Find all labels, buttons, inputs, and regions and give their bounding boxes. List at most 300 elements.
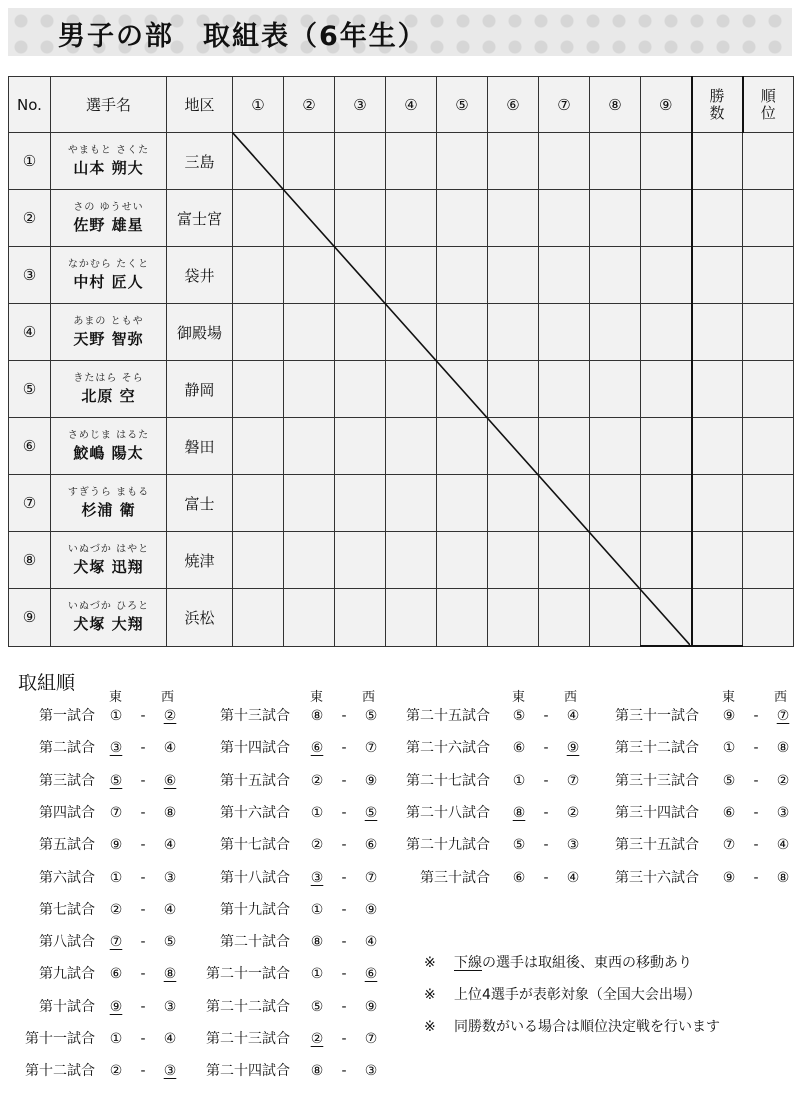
match-east-player: ①	[109, 708, 123, 724]
rank-cell[interactable]	[743, 247, 794, 304]
note-mark: ※	[424, 987, 436, 1003]
match-dash: -	[753, 740, 759, 756]
result-cell[interactable]	[335, 589, 386, 647]
match-label: 第十八試合	[220, 870, 290, 886]
match-row	[0, 736, 800, 760]
match-west-player: ④	[364, 934, 378, 950]
wins-cell[interactable]	[692, 133, 743, 190]
player-kana: なかむら たくと	[67, 259, 150, 270]
result-cell[interactable]	[590, 304, 641, 361]
match-dash: -	[543, 708, 549, 724]
match-west-player: ④	[163, 1031, 177, 1047]
match-label: 第七試合	[39, 902, 95, 918]
match-label: 第十六試合	[220, 805, 290, 821]
result-cell[interactable]	[335, 361, 386, 418]
match-label: 第二十八試合	[406, 805, 490, 821]
result-cell[interactable]	[539, 133, 590, 190]
result-cell[interactable]	[641, 133, 692, 190]
result-cell[interactable]	[233, 247, 284, 304]
note-3	[424, 1016, 720, 1036]
result-cell[interactable]	[386, 532, 437, 589]
result-cell[interactable]	[284, 532, 335, 589]
header-name: 選手名	[51, 77, 167, 133]
rank-cell[interactable]	[743, 361, 794, 418]
result-cell[interactable]	[386, 190, 437, 247]
player-district: 浜松	[167, 589, 233, 647]
match-west-player: ⑤	[364, 708, 378, 724]
match-label: 第十九試合	[220, 902, 290, 918]
match-dash: -	[753, 708, 759, 724]
east-header: 東	[512, 690, 526, 705]
result-cell[interactable]	[437, 532, 488, 589]
result-cell[interactable]	[641, 418, 692, 475]
rank-cell[interactable]	[743, 475, 794, 532]
player-name: 天野 智弥	[73, 330, 144, 348]
result-cell[interactable]	[386, 418, 437, 475]
match-label: 第二十九試合	[406, 837, 490, 853]
player-number: ④	[9, 304, 51, 361]
match-west-player: ⑦	[364, 1031, 378, 1047]
result-cell[interactable]	[488, 304, 539, 361]
match-west-player: ⑧	[776, 870, 790, 886]
result-cell[interactable]	[437, 361, 488, 418]
table-header-row	[9, 77, 794, 133]
match-dash: -	[140, 902, 146, 918]
result-cell[interactable]	[233, 361, 284, 418]
match-west-player: ⑨	[364, 999, 378, 1015]
result-cell[interactable]	[437, 418, 488, 475]
match-dash: -	[341, 773, 347, 789]
wins-cell[interactable]	[692, 304, 743, 361]
match-dash: -	[140, 999, 146, 1015]
west-header: 西	[362, 690, 376, 705]
result-cell[interactable]	[284, 133, 335, 190]
match-row	[0, 801, 800, 825]
match-east-player: ⑨	[109, 999, 123, 1015]
player-district: 袋井	[167, 247, 233, 304]
match-label: 第三十四試合	[615, 805, 699, 821]
match-row	[0, 866, 800, 890]
result-cell[interactable]	[284, 247, 335, 304]
bracket-table	[8, 76, 794, 647]
result-cell[interactable]	[335, 418, 386, 475]
result-cell[interactable]	[539, 304, 590, 361]
match-label: 第十一試合	[25, 1031, 95, 1047]
wins-cell[interactable]	[692, 532, 743, 589]
match-west-player: ⑧	[163, 805, 177, 821]
match-east-player: ⑧	[310, 1063, 324, 1079]
player-name: 杉浦 衛	[81, 501, 136, 519]
result-cell[interactable]	[590, 475, 641, 532]
match-west-player: ④	[163, 902, 177, 918]
player-kana: すぎうら まもる	[67, 487, 150, 498]
note-text: 上位4選手が表彰対象（全国大会出場）	[454, 987, 701, 1003]
result-cell[interactable]	[335, 532, 386, 589]
match-west-player: ③	[364, 1063, 378, 1079]
match-east-player: ②	[310, 837, 324, 853]
west-header: 西	[564, 690, 578, 705]
match-east-player: ⑤	[512, 837, 526, 853]
result-cell[interactable]	[539, 361, 590, 418]
header-opponent: ④	[386, 77, 437, 133]
player-name: 中村 匠人	[73, 273, 144, 291]
table-row	[9, 532, 794, 589]
note-text: の選手は取組後、東西の移動あり	[482, 955, 692, 971]
rank-cell[interactable]	[743, 418, 794, 475]
match-dash: -	[140, 773, 146, 789]
match-west-player: ④	[776, 837, 790, 853]
result-cell[interactable]	[488, 418, 539, 475]
result-cell[interactable]	[233, 418, 284, 475]
match-dash: -	[341, 805, 347, 821]
result-cell[interactable]	[488, 475, 539, 532]
match-west-player: ⑧	[163, 966, 177, 982]
table-row	[9, 418, 794, 475]
wins-cell[interactable]	[692, 190, 743, 247]
match-dash: -	[140, 837, 146, 853]
east-header: 東	[310, 690, 324, 705]
result-cell[interactable]	[590, 589, 641, 647]
result-cell[interactable]	[386, 589, 437, 647]
match-label: 第九試合	[39, 966, 95, 982]
result-cell[interactable]	[284, 190, 335, 247]
match-west-player: ③	[566, 837, 580, 853]
match-row	[0, 833, 800, 857]
result-cell[interactable]	[335, 475, 386, 532]
result-cell[interactable]	[233, 532, 284, 589]
rank-cell[interactable]	[743, 589, 794, 647]
player-name-cell	[51, 589, 167, 647]
result-cell[interactable]	[539, 247, 590, 304]
header-wins: 勝 数	[692, 77, 743, 133]
match-east-player: ⑦	[109, 934, 123, 950]
match-dash: -	[341, 740, 347, 756]
result-cell[interactable]	[539, 532, 590, 589]
match-dash: -	[140, 805, 146, 821]
match-label: 第二十一試合	[206, 966, 290, 982]
match-east-player: ①	[512, 773, 526, 789]
result-cell[interactable]	[539, 418, 590, 475]
match-east-player: ⑧	[310, 934, 324, 950]
player-name-cell	[51, 247, 167, 304]
result-cell[interactable]	[233, 190, 284, 247]
player-number: ②	[9, 190, 51, 247]
result-cell[interactable]	[437, 190, 488, 247]
match-label: 第十三試合	[220, 708, 290, 724]
result-cell[interactable]	[488, 589, 539, 647]
match-east-player: ⑥	[722, 805, 736, 821]
result-cell[interactable]	[641, 475, 692, 532]
match-west-player: ②	[163, 708, 177, 724]
table-row	[9, 304, 794, 361]
header-opponent: ⑥	[488, 77, 539, 133]
match-west-player: ⑥	[364, 837, 378, 853]
rank-cell[interactable]	[743, 133, 794, 190]
header-opponent: ⑤	[437, 77, 488, 133]
east-header: 東	[722, 690, 736, 705]
match-dash: -	[140, 1063, 146, 1079]
match-label: 第二十七試合	[406, 773, 490, 789]
match-west-player: ⑤	[163, 934, 177, 950]
match-dash: -	[140, 1031, 146, 1047]
match-label: 第二十六試合	[406, 740, 490, 756]
east-header: 東	[109, 690, 123, 705]
match-west-player: ⑦	[776, 708, 790, 724]
match-east-player: ⑤	[722, 773, 736, 789]
result-cell[interactable]	[386, 247, 437, 304]
match-east-player: ⑦	[109, 805, 123, 821]
result-cell[interactable]	[590, 133, 641, 190]
match-row	[0, 898, 800, 922]
player-number: ⑦	[9, 475, 51, 532]
match-east-player: ⑦	[722, 837, 736, 853]
match-dash: -	[140, 966, 146, 982]
result-cell[interactable]	[641, 247, 692, 304]
match-label: 第六試合	[39, 870, 95, 886]
result-cell[interactable]	[386, 475, 437, 532]
match-east-player: ⑥	[310, 740, 324, 756]
match-west-player: ④	[163, 740, 177, 756]
player-name-cell	[51, 304, 167, 361]
match-row	[0, 769, 800, 793]
player-number: ⑤	[9, 361, 51, 418]
result-cell[interactable]	[488, 532, 539, 589]
match-dash: -	[543, 870, 549, 886]
result-cell[interactable]	[437, 133, 488, 190]
header-opponent: ⑨	[641, 77, 692, 133]
match-dash: -	[341, 966, 347, 982]
match-label: 第二十二試合	[206, 999, 290, 1015]
result-cell[interactable]	[335, 133, 386, 190]
match-east-player: ②	[109, 902, 123, 918]
result-cell[interactable]	[233, 475, 284, 532]
match-east-player: ⑥	[109, 966, 123, 982]
result-cell[interactable]	[284, 418, 335, 475]
match-dash: -	[140, 740, 146, 756]
wins-cell[interactable]	[692, 589, 743, 647]
result-cell[interactable]	[641, 532, 692, 589]
result-cell[interactable]	[488, 190, 539, 247]
result-cell[interactable]	[488, 133, 539, 190]
player-number: ⑥	[9, 418, 51, 475]
match-dash: -	[341, 999, 347, 1015]
match-west-player: ⑦	[364, 740, 378, 756]
player-name: 佐野 雄星	[73, 216, 144, 234]
player-district: 焼津	[167, 532, 233, 589]
wins-cell[interactable]	[692, 475, 743, 532]
result-cell[interactable]	[284, 361, 335, 418]
player-name: 犬塚 迅翔	[73, 558, 144, 576]
page-title: 男子の部 取組表（6年生）	[58, 21, 427, 52]
match-label: 第三十一試合	[615, 708, 699, 724]
match-east-player: ⑥	[512, 870, 526, 886]
header-opponent: ⑧	[590, 77, 641, 133]
result-cell[interactable]	[386, 304, 437, 361]
match-west-player: ③	[163, 999, 177, 1015]
match-west-player: ⑧	[776, 740, 790, 756]
result-cell[interactable]	[590, 190, 641, 247]
result-cell[interactable]	[284, 475, 335, 532]
header-opponent: ①	[233, 77, 284, 133]
match-east-player: ⑤	[310, 999, 324, 1015]
match-dash: -	[341, 1031, 347, 1047]
match-dash: -	[753, 837, 759, 853]
player-name: 北原 空	[81, 387, 136, 405]
result-cell[interactable]	[437, 475, 488, 532]
match-west-player: ⑨	[364, 773, 378, 789]
result-cell[interactable]	[437, 589, 488, 647]
player-name-cell	[51, 475, 167, 532]
match-row	[0, 704, 800, 728]
result-cell[interactable]	[284, 304, 335, 361]
result-cell[interactable]	[539, 475, 590, 532]
match-dash: -	[341, 934, 347, 950]
west-header: 西	[161, 690, 175, 705]
header-no: No.	[9, 77, 51, 133]
note-1	[424, 952, 692, 972]
match-label: 第三十二試合	[615, 740, 699, 756]
result-cell[interactable]	[590, 532, 641, 589]
player-name-cell	[51, 418, 167, 475]
match-dash: -	[753, 773, 759, 789]
result-cell[interactable]	[233, 589, 284, 647]
match-label: 第八試合	[39, 934, 95, 950]
match-east-player: ⑧	[512, 805, 526, 821]
match-dash: -	[753, 870, 759, 886]
match-west-player: ②	[776, 773, 790, 789]
player-number: ①	[9, 133, 51, 190]
result-cell[interactable]	[284, 589, 335, 647]
match-label: 第五試合	[39, 837, 95, 853]
player-name: 鮫嶋 陽太	[73, 444, 144, 462]
table-row	[9, 475, 794, 532]
note-2	[424, 984, 701, 1004]
result-cell[interactable]	[590, 418, 641, 475]
result-cell[interactable]	[437, 304, 488, 361]
rank-cell[interactable]	[743, 190, 794, 247]
result-cell[interactable]	[488, 247, 539, 304]
match-dash: -	[543, 773, 549, 789]
wins-cell[interactable]	[692, 247, 743, 304]
player-kana: やまもと さくた	[67, 145, 150, 156]
match-dash: -	[341, 1063, 347, 1079]
result-cell[interactable]	[386, 133, 437, 190]
table-row	[9, 190, 794, 247]
match-dash: -	[341, 902, 347, 918]
match-west-player: ⑨	[566, 740, 580, 756]
result-cell[interactable]	[386, 361, 437, 418]
result-cell[interactable]	[590, 361, 641, 418]
result-cell[interactable]	[641, 190, 692, 247]
player-district: 静岡	[167, 361, 233, 418]
rank-cell[interactable]	[743, 532, 794, 589]
rank-cell[interactable]	[743, 304, 794, 361]
match-label: 第二試合	[39, 740, 95, 756]
result-cell[interactable]	[641, 589, 692, 647]
wins-cell[interactable]	[692, 418, 743, 475]
match-dash: -	[753, 805, 759, 821]
result-cell[interactable]	[641, 361, 692, 418]
result-cell[interactable]	[233, 304, 284, 361]
match-label: 第十七試合	[220, 837, 290, 853]
player-district: 三島	[167, 133, 233, 190]
match-label: 第三十六試合	[615, 870, 699, 886]
match-row	[0, 930, 800, 954]
match-label: 第二十試合	[220, 934, 290, 950]
match-west-player: ⑦	[566, 773, 580, 789]
match-east-player: ③	[310, 870, 324, 886]
wins-cell[interactable]	[692, 361, 743, 418]
match-east-player: ②	[109, 1063, 123, 1079]
match-east-player: ②	[310, 773, 324, 789]
match-label: 第一試合	[39, 708, 95, 724]
result-cell[interactable]	[437, 247, 488, 304]
west-header: 西	[774, 690, 788, 705]
note-text: 同勝数がいる場合は順位決定戦を行います	[454, 1019, 720, 1035]
match-label: 第三十三試合	[615, 773, 699, 789]
match-west-player: ③	[163, 1063, 177, 1079]
match-dash: -	[341, 708, 347, 724]
result-cell[interactable]	[335, 247, 386, 304]
match-dash: -	[341, 837, 347, 853]
match-label: 第三試合	[39, 773, 95, 789]
player-kana: あまの ともや	[73, 316, 144, 327]
player-district: 富士宮	[167, 190, 233, 247]
header-rank: 順 位	[743, 77, 794, 133]
match-label: 第十二試合	[25, 1063, 95, 1079]
match-west-player: ⑤	[364, 805, 378, 821]
result-cell[interactable]	[488, 361, 539, 418]
header-opponent: ⑦	[539, 77, 590, 133]
player-name-cell	[51, 532, 167, 589]
match-east-player: ⑧	[310, 708, 324, 724]
header-opponent: ②	[284, 77, 335, 133]
match-dash: -	[341, 870, 347, 886]
result-cell[interactable]	[335, 190, 386, 247]
match-east-player: ⑨	[722, 870, 736, 886]
match-label: 第十試合	[39, 999, 95, 1015]
result-cell[interactable]	[539, 190, 590, 247]
match-east-player: ②	[310, 1031, 324, 1047]
table-row	[9, 589, 794, 647]
match-dash: -	[140, 934, 146, 950]
result-cell[interactable]	[233, 133, 284, 190]
player-number: ⑨	[9, 589, 51, 647]
player-number: ⑧	[9, 532, 51, 589]
match-west-player: ④	[566, 870, 580, 886]
match-east-player: ①	[310, 902, 324, 918]
header-district: 地区	[167, 77, 233, 133]
result-cell[interactable]	[590, 247, 641, 304]
header-opponent: ③	[335, 77, 386, 133]
match-east-player: ⑨	[109, 837, 123, 853]
match-label: 第四試合	[39, 805, 95, 821]
match-label: 第三十五試合	[615, 837, 699, 853]
note-underlined-word: 下線	[454, 955, 482, 971]
result-cell[interactable]	[539, 589, 590, 647]
result-cell[interactable]	[641, 304, 692, 361]
match-west-player: ⑦	[364, 870, 378, 886]
match-east-player: ①	[722, 740, 736, 756]
match-east-player: ⑤	[512, 708, 526, 724]
table-row	[9, 361, 794, 418]
match-west-player: ③	[163, 870, 177, 886]
match-east-player: ①	[310, 966, 324, 982]
player-name-cell	[51, 361, 167, 418]
match-label: 第二十五試合	[406, 708, 490, 724]
match-west-player: ③	[776, 805, 790, 821]
result-cell[interactable]	[335, 304, 386, 361]
